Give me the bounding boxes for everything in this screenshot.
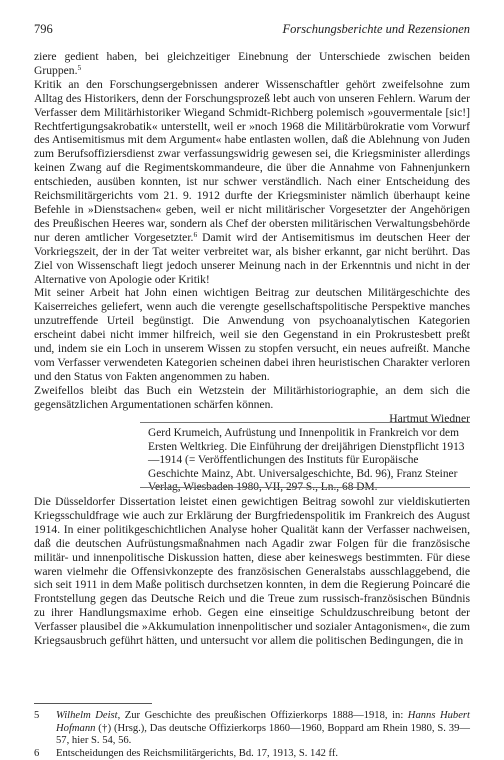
- conclusion-paragraph: Zweifellos bleibt das Buch ein Wetzstein der Militärhistoriographie, an dem sich die gegensätzlichen Argumentationen schärfen können.: [34, 383, 470, 411]
- continuation-text: ziere gedient haben, bei gleichzeitiger Einebnung der Unterschiede zwischen beiden Gruppen.: [34, 50, 470, 77]
- bibliography-entry: [148, 427, 470, 495]
- footnote-number: 5: [34, 710, 40, 721]
- bibliography-text: Gerd Krumeich, Aufrüstung und Innenpolitik in Frankreich vor dem Ersten Weltkrieg. Die Einführung der dreijährigen Dienstpflicht 1913—1914 (= Veröffentlichungen des Instituts für Europäische Geschichte Mainz, Abt. Universalgeschichte, Bd. 96), Franz Steiner Verlag, Wiesbaden 1980, VII, 297 S., Ln., 68 DM.: [148, 427, 465, 493]
- critique-text-a: Kritik an den Forschungsergebnissen anderer Wissenschaftler gehört zweifelsohne zum Alltag des Historikers, denn der Forschungsprozeß lebt auch von unseren Fehlern. Warum der Verfasser dem Militärhistoriker Wiegand Schmidt-Richberg polemisch »gouvermentale [sic!] Rechtfertigungsakrobatik« unterstellt, weil er »noch 1968 die Militärbürokratie vom Vorwurf des Antisemitismus mit dem Argument« habe entlasten wollen, daß die Ablehnung von Juden zum Berufsoffiziersdienst zwar verfassungswidrig gewesen sei, die Kriegsminister allerdings keinen Zwang auf die Regimentskommandeure, die über die Annahme von Fahnenjunkern entschieden, ausüben konnten, ist nur schwer verständlich. Nach einer Entscheidung des Reichsmilitärgerichts vom 21. 9. 1912 durfte der Kriegsminister nämlich überhaupt keine Befehle in »Dienstsachen« geben, weil er nicht militärischer Vorgesetzter der Angehörigen des Preußischen Heeres war, sondern als Chef der obersten militärischen Verwaltungsbehörde nur deren amtlicher Vorgesetzter.: [34, 77, 470, 244]
- footnote-5: [34, 710, 470, 748]
- review-two-body: [34, 495, 470, 648]
- assessment-paragraph: Mit seiner Arbeit hat John einen wichtigen Beitrag zur deutschen Militärgeschichte des Kaiserreiches geliefert, wenn auch die verengte gesellschaftspolitische Perspektive manches unzutreffende Urteil begünstigt. Die Anwendung von psychoanalytischen Kategorien erscheint dabei nicht immer hilfreich, weil sie den Gegenstand in ein Prokrustesbett preßt und, indem sie ein Loch in unserem Wissen zu stopfen versucht, ein neues aufreißt. Manche vom Verfasser verwendeten Kategorien scheinen dabei ihren heuristischen Charakter verloren und den Status von Fakten angenommen zu haben.: [34, 286, 470, 383]
- review-two-paragraph: Die Düsseldorfer Dissertation leistet einen gewichtigen Beitrag sowohl zur vieldiskutierten Kriegsschuldfrage wie auch zur Erklärung der Burgfriedenspolitik im Frankreich des August 1914. In einer politikgeschichtlichen Analyse hoher Qualität kann der Verfasser nachweisen, daß die deutschen Aufrüstungsmaßnahmen nach Agadir zwar Folgen für die französische militär- und innenpolitische Diskussion hatten, diese aber keineswegs bestimmten. Für diese waren vielmehr die Offensivkonzepte des französischen Generalstabs ausschlaggebend, die sich seit 1911 in dem Maße politisch durchsetzen konnten, in dem die Regierung Poincaré die Frontstellung gegen das Deutsche Reich und die Treue zum russisch-französischen Bündnis zu ihrer Handlungsmaxime erhob. Gegen eine einseitige Schuldzuschreibung betont der Verfasser plausibel die »Akkumulation innenpolitischer und sozialer Antagonismen«, die zum Kriegsausbruch geführt hätten, und untersucht vor allem die politischen Bedingungen, die in: [34, 495, 470, 648]
- reviewer-signature: Hartmut Wiedner: [389, 411, 470, 425]
- footnote-number: 6: [34, 747, 40, 759]
- footnote-6: [34, 748, 470, 760]
- footnote-editor: Hanns Hubert Hofmann: [56, 710, 470, 734]
- critique-text-b: Damit wird der Antisemitismus im deutschen Heer der Vorkriegszeit, der in der Tat weiter verbreitet war, als bisher erkannt, gar nicht berührt. Das Ziel von Wissenschaft liegt jedoch unserer Meinung nach in der Erkenntnis und nicht in der Alternative von Apologie oder Kritik!: [34, 230, 470, 286]
- footnotes: [34, 710, 470, 760]
- running-title: Forschungsberichte und Rezensionen: [282, 22, 470, 36]
- continuation-paragraph: [34, 50, 470, 78]
- critique-paragraph: [34, 78, 470, 287]
- footnote-ref-5[interactable]: 5: [77, 62, 82, 72]
- review-one-body: [34, 50, 470, 425]
- page-number: 796: [34, 22, 53, 36]
- page-header: [34, 22, 470, 38]
- footnote-divider: [34, 703, 152, 704]
- footnote-text: Entscheidungen des Reichsmilitärgerichts, Bd. 17, 1913, S. 142 ff.: [56, 747, 339, 759]
- bibliography-bottom-rule: [140, 487, 470, 488]
- footnote-ref-6[interactable]: 6: [193, 229, 198, 239]
- footnote-text: (†) (Hrsg.), Das deutsche Offizierkorps 1860—1960, Boppard am Rhein 1980, S. 39—57, hier S. 54, 56.: [56, 722, 470, 747]
- footnote-text: , Zur Geschichte des preußischen Offizierkorps 1888—1918, in:: [117, 710, 408, 721]
- bibliography-top-rule: [140, 422, 470, 423]
- footnote-author: Wilhelm Deist: [56, 710, 118, 721]
